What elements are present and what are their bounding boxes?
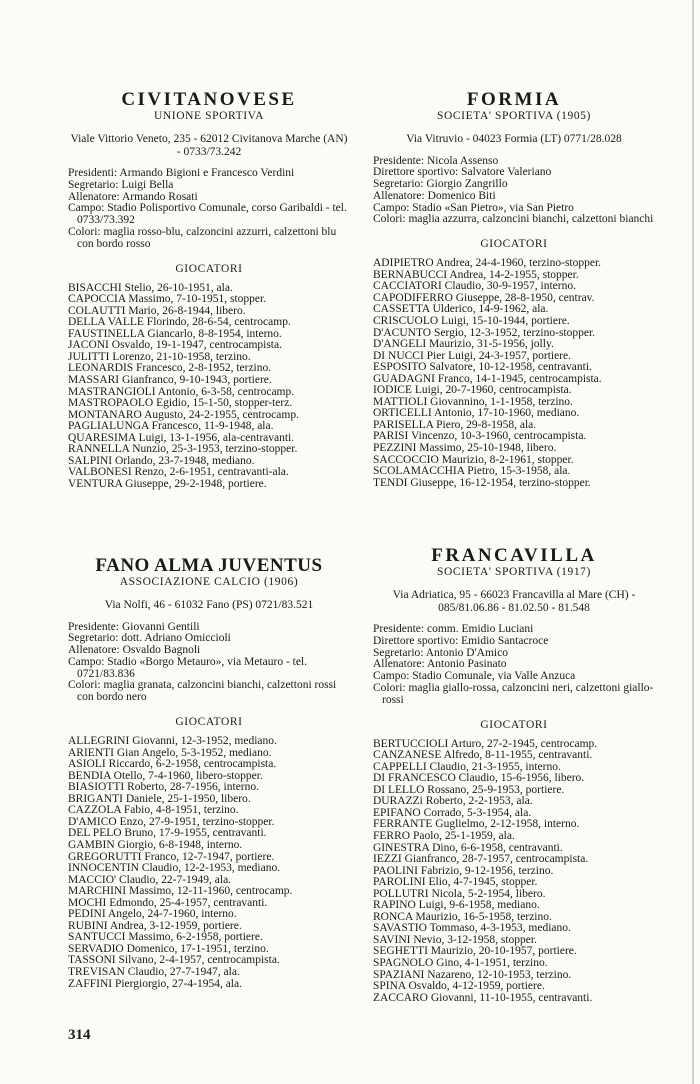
player-entry: SALPINI Orlando, 23-7-1948, mediano.: [68, 454, 255, 467]
player-entry: CANZANESE Alfredo, 8-11-1955, centravanti.: [373, 749, 593, 762]
player-entry: JULITTI Lorenzo, 21-10-1958, terzino.: [68, 350, 251, 363]
club-info: [68, 168, 350, 251]
player-entry: COLAUTTI Mario, 26-8-1944, libero.: [68, 304, 246, 317]
player-entry: MONTANARO Augusto, 24-2-1955, centrocamp.: [68, 408, 299, 421]
club-address: Via Adriatica, 95 - 66023 Francavilla al Mare (CH) - 085/81.06.86 - 81.02.50 - 81.548: [392, 589, 636, 614]
player-entry: ARIENTI Gian Angelo, 5-3-1952, mediano.: [68, 746, 272, 759]
player-entry: POLLUTRI Nicola, 5-2-1954, libero.: [373, 887, 546, 900]
player-entry: DEL PELO Bruno, 17-9-1955, centravanti.: [68, 827, 267, 840]
player-entry: CAPOCCIA Massimo, 7-10-1951, stopper.: [68, 293, 267, 306]
player-entry: CAPPELLI Claudio, 21-3-1955, interno.: [373, 760, 561, 773]
player-entry: VALBONESI Renzo, 2-6-1951, centravanti-ala.: [68, 466, 289, 479]
player-entry: GINESTRA Dino, 6-6-1958, centravanti.: [373, 841, 563, 854]
club-society: UNIONE SPORTIVA: [153, 110, 264, 122]
player-entry: CRISCUOLO Luigi, 15-10-1944, portiere.: [373, 315, 570, 328]
player-entry: DELLA VALLE Florindo, 28-6-54, centrocamp.: [68, 316, 291, 329]
club-info: [373, 156, 655, 227]
player-entry: PARISI Vincenzo, 10-3-1960, centrocampista.: [373, 430, 587, 443]
player-entry: PEZZINI Massimo, 25-10-1948, libero.: [373, 442, 557, 455]
player-entry: BENDIA Otello, 7-4-1960, libero-stopper.: [68, 769, 263, 782]
player-entry: ALLEGRINI Giovanni, 12-3-1952, mediano.: [68, 735, 277, 748]
player-entry: GAMBIN Giorgio, 6-8-1948, interno.: [68, 839, 243, 851]
player-entry: RUBINI Andrea, 3-12-1959, portiere.: [68, 919, 242, 932]
info-line: Direttore sportivo: Emidio Santacroce: [373, 634, 549, 647]
players-heading: GIOCATORI: [175, 262, 243, 275]
player-entry: DI NUCCI Pier Luigi, 24-3-1957, portiere.: [373, 349, 572, 362]
club-name: CIVITANOVESE: [121, 89, 297, 110]
player-entry: PAOLINI Fabrizio, 9-12-1956, terzino.: [373, 864, 554, 877]
club-name: FANO ALMA JUVENTUS: [95, 555, 323, 576]
club-society: SOCIETA' SPORTIVA (1905): [437, 110, 591, 122]
player-entry: EPIFANO Corrado, 5-3-1954, ala.: [373, 806, 532, 819]
club-info: [68, 622, 350, 705]
player-entry: SPAGNOLO Gino, 4-1-1951, terzino.: [373, 956, 548, 969]
player-entry: SANTUCCI Massimo, 6-2-1958, portiere.: [68, 931, 263, 944]
player-entry: INNOCENTIN Claudio, 12-2-1953, mediano.: [68, 862, 281, 875]
player-entry: FERRANTE Guglielmo, 2-12-1958, interno.: [373, 818, 580, 831]
info-line: Allenatore: Domenico Biti: [373, 189, 496, 202]
players-list: [373, 739, 655, 1005]
player-entry: IODICE Luigi, 20-7-1960, centrocampista.: [373, 384, 572, 397]
player-entry: D'AMICO Enzo, 27-9-1951, terzino-stopper.: [68, 815, 275, 828]
player-entry: PAROLINI Elio, 4-7-1945, stopper.: [373, 876, 538, 889]
player-entry: QUARESIMA Luigi, 13-1-1956, ala-centravanti.: [68, 431, 295, 444]
player-entry: GUADAGNI Franco, 14-1-1945, centrocampista.: [373, 372, 602, 385]
club-address: Via Vitruvio - 04023 Formia (LT) 0771/28.028: [406, 133, 622, 145]
player-entry: DI LELLO Rossano, 25-9-1953, portiere.: [373, 783, 565, 796]
club-society: SOCIETA' SPORTIVA (1917): [437, 566, 591, 578]
player-entry: PARISELLA Piero, 29-8-1958, ala.: [373, 418, 537, 431]
players-heading: GIOCATORI: [480, 718, 548, 731]
player-entry: ZACCARO Giovanni, 11-10-1955, centravanti.: [373, 991, 593, 1004]
player-entry: BISACCHI Stelio, 26-10-1951, ala.: [68, 281, 233, 294]
player-entry: SAVINI Nevio, 3-12-1958, stopper.: [373, 933, 537, 946]
player-entry: MOCHI Edmondo, 25-4-1957, centravanti.: [68, 896, 268, 909]
player-entry: CAPODIFERRO Giuseppe, 28-8-1950, centrav.: [373, 291, 595, 304]
player-entry: JACONI Osvaldo, 19-1-1947, centrocampista.: [68, 339, 282, 352]
player-entry: D'ANGELI Maurizio, 31-5-1956, jolly.: [373, 338, 554, 351]
info-line: Presidenti: Armando Bigioni e Francesco Verdini: [68, 167, 295, 179]
club-name: FORMIA: [466, 89, 562, 110]
info-line: Colori: maglia azzurra, calzoncini bianchi, calzettoni bianchi: [373, 213, 654, 226]
info-line: Campo: Stadio «Borgo Metauro», via Metauro - tel. 0721/83.836: [68, 655, 308, 680]
player-entry: BERTUCCIOLI Arturo, 27-2-1945, centrocamp.: [373, 737, 598, 750]
player-entry: ADIPIETRO Andrea, 24-4-1960, terzino-stopper.: [373, 257, 602, 270]
player-entry: PEDINI Angelo, 24-7-1960, interno.: [68, 908, 237, 921]
player-entry: BRIGANTI Daniele, 25-1-1950, libero.: [68, 792, 251, 805]
info-line: Allenatore: Antonio Pasinato: [373, 658, 507, 671]
player-entry: DURAZZi Roberto, 2-2-1953, ala.: [373, 795, 533, 808]
player-entry: CASSETTA Ulderico, 14-9-1962, ala.: [373, 303, 549, 316]
club-address: Viale Vittorio Veneto, 235 - 62012 Civitanova Marche (AN) - 0733/73.242: [70, 133, 348, 158]
info-line: Segretario: Antonio D'Amico: [373, 646, 508, 659]
player-entry: ASIOLI Riccardo, 6-2-1958, centrocampista.: [68, 758, 277, 771]
player-entry: FERRO Paolo, 25-1-1959, ala.: [373, 829, 515, 842]
player-entry: SCOLAMACCHIA Pietro, 15-3-1958, ala.: [373, 465, 571, 478]
club-address: Via Nolfi, 46 - 61032 Fano (PS) 0721/83.521: [104, 599, 314, 611]
players-heading: GIOCATORI: [480, 238, 548, 251]
player-entry: CACCIATORI Claudio, 30-9-1957, interno.: [373, 280, 576, 293]
info-line: Colori: maglia granata, calzoncini bianchi, calzettoni rossi con bordo nero: [68, 679, 337, 704]
player-entry: MARCHINI Massimo, 12-11-1960, centrocamp.: [68, 885, 293, 898]
info-line: Campo: Stadio Comunale, via Valle Anzuca: [373, 670, 576, 683]
info-line: Segretario: Luigi Bella: [68, 178, 174, 191]
player-entry: MASTRANGIOLI Antonio, 6-3-58, centrocamp.: [68, 385, 295, 398]
player-entry: SEGHETTI Maurizio, 20-10-1957, portiere.: [373, 945, 577, 958]
player-entry: RAPINO Luigi, 9-6-1958, mediano.: [373, 899, 540, 912]
player-entry: SAVASTIO Tommaso, 4-3-1953, mediano.: [373, 922, 571, 935]
players-list: [68, 736, 350, 990]
player-entry: ESPOSITO Salvatore, 10-12-1958, centravanti.: [373, 361, 592, 374]
player-entry: FAUSTINELLA Giancarlo, 8-8-1954, interno.: [68, 327, 282, 340]
page-edge-shadow: [692, 0, 694, 1084]
player-entry: SPINA Osvaldo, 4-12-1959, portiere.: [373, 980, 545, 993]
info-line: Allenatore: Osvaldo Bagnoli: [68, 644, 201, 657]
player-entry: TREVISAN Claudio, 27-7-1947, ala.: [68, 966, 240, 979]
club-society: ASSOCIAZIONE CALCIO (1906): [119, 576, 299, 588]
player-entry: MASSARI Gianfranco, 9-10-1943, portiere.: [68, 373, 272, 386]
player-entry: VENTURA Giuseppe, 29-2-1948, portiere.: [68, 477, 267, 490]
info-line: Campo: Stadio Polisportivo Comunale, corso Garibaldi - tel. 0733/73.392: [68, 202, 347, 227]
players-list: [373, 258, 655, 489]
player-entry: RONCA Maurizio, 16-5-1958, terzino.: [373, 910, 552, 923]
info-line: Segretario: Giorgio Zangrillo: [373, 178, 508, 191]
player-entry: ORTICELLI Antonio, 17-10-1960, mediano.: [373, 407, 580, 420]
player-entry: BERNABUCCI Andrea, 14-2-1955, stopper.: [373, 268, 579, 281]
player-entry: SERVADIO Domenico, 17-1-1951, terzino.: [68, 942, 269, 955]
player-entry: MASTROPAOLO Egidio, 15-1-50, stopper-terz.: [68, 397, 293, 410]
player-entry: SACCOCCIO Maurizio, 8-2-1961, stopper.: [373, 453, 574, 466]
player-entry: CAZZOLA Fabio, 4-8-1951, terzino.: [68, 804, 239, 817]
player-entry: PAGLIALUNGA Francesco, 11-9-1948, ala.: [68, 420, 274, 433]
player-entry: TENDI Giuseppe, 16-12-1954, terzino-stopper.: [373, 476, 591, 489]
player-entry: SPAZIANI Nazareno, 12-10-1953, terzino.: [373, 968, 572, 981]
player-entry: IEZZI Gianfranco, 28-7-1957, centrocampista.: [373, 853, 589, 866]
club-section-civitanovese: [68, 89, 350, 490]
club-section-fano-alma-juventus: [68, 555, 350, 990]
player-entry: TASSONI Silvano, 2-4-1957, centrocampista.: [68, 954, 280, 967]
info-line: Presidente: Nicola Assenso: [373, 154, 499, 167]
player-entry: D'ACUNTO Sergio, 12-3-1952, terzino-stopper.: [373, 326, 596, 339]
player-entry: LEONARDIS Francesco, 2-8-1952, terzino.: [68, 362, 272, 375]
club-info: [373, 624, 655, 707]
info-line: Colori: maglia rosso-blu, calzoncini azzurri, calzettoni blu con bordo rosso: [68, 225, 337, 250]
club-name: FRANCAVILLA: [431, 545, 597, 566]
info-line: Segretario: dott. Adriano Omiccioli: [68, 632, 231, 645]
players-list: [68, 283, 350, 491]
info-line: Allenatore: Armando Rosati: [68, 190, 198, 203]
player-entry: BIASIOTTI Roberto, 28-7-1956, interno.: [68, 781, 259, 794]
player-entry: MACCIO' Claudio, 22-7-1949, ala.: [68, 873, 232, 886]
club-section-francavilla: [373, 545, 655, 1004]
player-entry: MATTIOLI Giovannino, 1-1-1958, terzino.: [373, 395, 573, 408]
player-entry: ZAFFINI Piergiorgio, 27-4-1954, ala.: [68, 977, 242, 990]
player-entry: RANNELLA Nunzio, 25-3-1953, terzino-stopper.: [68, 443, 298, 456]
club-section-formia: [373, 89, 655, 489]
players-heading: GIOCATORI: [175, 716, 243, 729]
player-entry: DI FRANCESCO Claudio, 15-6-1956, libero.: [373, 772, 585, 785]
info-line: Direttore sportivo: Salvatore Valeriano: [373, 166, 552, 179]
info-line: Campo: Stadio «San Pietro», via San Pietro: [373, 201, 574, 214]
player-entry: GREGORUTTI Franco, 12-7-1947, portiere.: [68, 850, 275, 863]
page-number: 314: [68, 1027, 91, 1043]
info-line: Colori: maglia giallo-rossa, calzoncini neri, calzettoni giallo-rossi: [373, 681, 654, 706]
info-line: Presidente: Giovanni Gentili: [68, 620, 200, 633]
info-line: Presidente: comm. Emidio Luciani: [373, 623, 534, 635]
